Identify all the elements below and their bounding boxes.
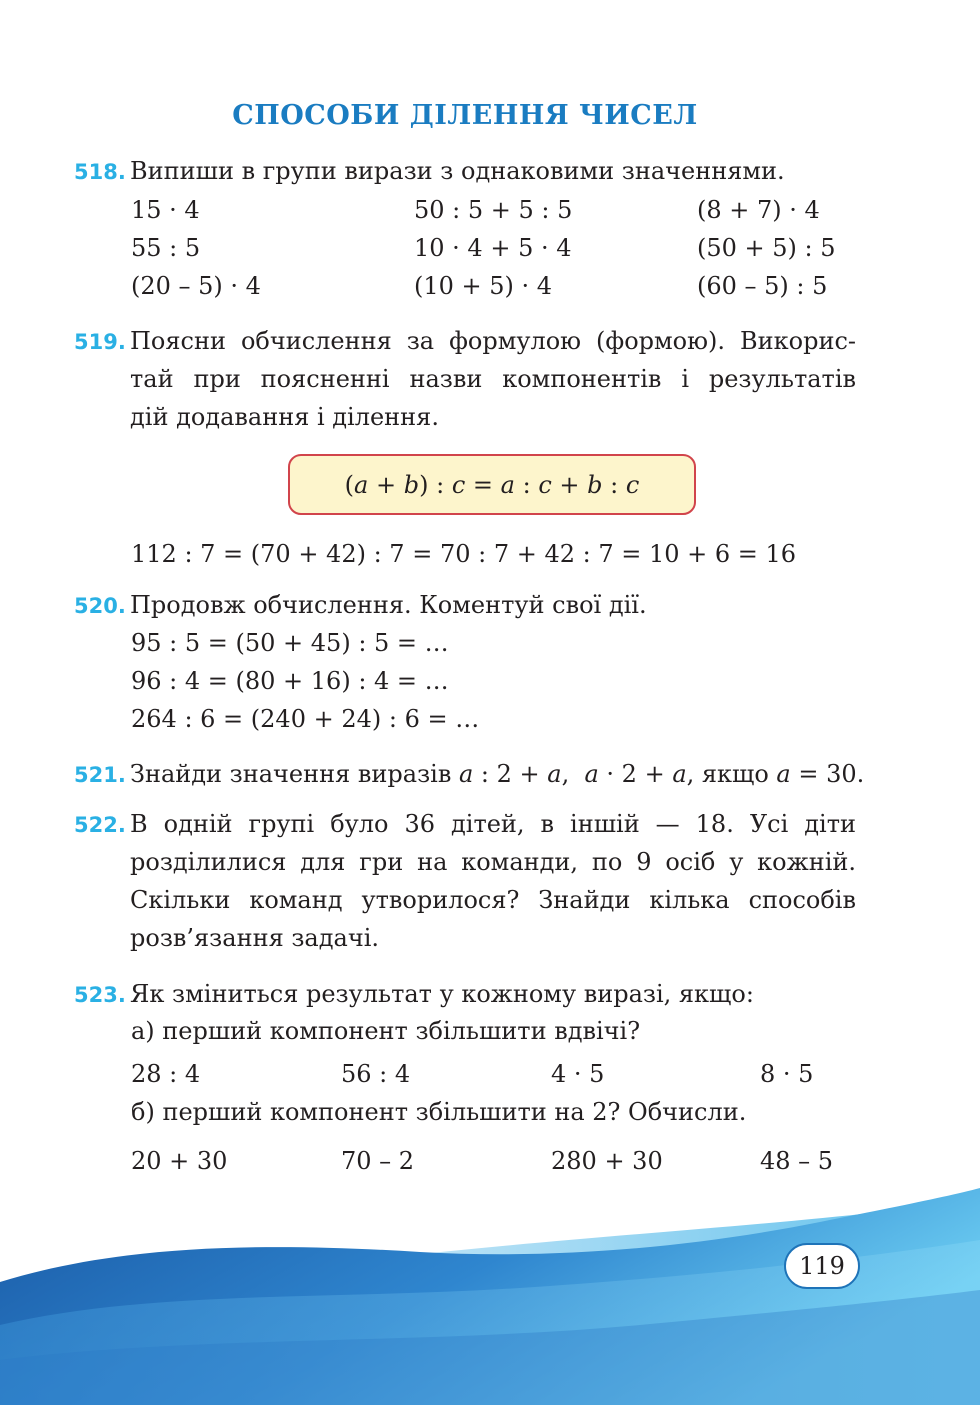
expression: 48 – 5 — [760, 1147, 834, 1175]
expression: 8 · 5 — [760, 1060, 814, 1088]
task-522-line: В одній групі було 36 дітей, в іншій — 18. Усі діти — [130, 810, 856, 838]
task-518-text: Випиши в групи вирази з однаковими значеннями. — [130, 157, 785, 185]
task-520-text: Продовж обчислення. Коментуй свої дії. — [130, 591, 647, 619]
task-519-line: тай при поясненні назви компонентів і результатів — [130, 365, 856, 393]
expression: 10 · 4 + 5 · 4 — [414, 234, 572, 262]
task-519-line: дій додавання і ділення. — [130, 403, 439, 431]
page-title: СПОСОБИ ДІЛЕННЯ ЧИСЕЛ — [232, 100, 698, 131]
expression: 70 – 2 — [341, 1147, 415, 1175]
task-520-line: 96 : 4 = (80 + 16) : 4 = … — [131, 667, 449, 695]
task-519-example: 112 : 7 = (70 + 42) : 7 = 70 : 7 + 42 : 7 = 10 + 6 = 16 — [131, 540, 797, 568]
expression: 56 : 4 — [341, 1060, 411, 1088]
task-520-line: 95 : 5 = (50 + 45) : 5 = … — [131, 629, 449, 657]
task-522-line: розділилися для гри на команди, по 9 осіб у кожній. — [130, 848, 856, 876]
expression: 20 + 30 — [131, 1147, 228, 1175]
expression: (8 + 7) · 4 — [697, 196, 820, 224]
task-number-523: 523. — [74, 983, 126, 1007]
task-number-522: 522. — [74, 813, 126, 837]
expression: 280 + 30 — [551, 1147, 663, 1175]
task-521-text: Знайди значення виразів a : 2 + a, a · 2 + a, якщо a = 30. — [130, 760, 865, 788]
expression: 15 · 4 — [131, 196, 200, 224]
expression: (10 + 5) · 4 — [414, 272, 553, 300]
task-522-line: розв’язання задачі. — [130, 924, 379, 952]
task-number-518: 518. — [74, 160, 126, 184]
expression: 4 · 5 — [551, 1060, 605, 1088]
expression: 50 : 5 + 5 : 5 — [414, 196, 573, 224]
expression: (50 + 5) : 5 — [697, 234, 836, 262]
formula-box — [288, 454, 696, 515]
task-519-line: Поясни обчислення за формулою (формою). Викорис- — [130, 327, 856, 355]
task-520-line: 264 : 6 = (240 + 24) : 6 = … — [131, 705, 480, 733]
expression: (60 – 5) : 5 — [697, 272, 828, 300]
task-523-text: Як зміниться результат у кожному виразі, якщо: — [130, 980, 754, 1008]
expression: (20 – 5) · 4 — [131, 272, 261, 300]
formula-text: (a + b) : c = a : c + b : c — [344, 470, 640, 499]
task-number-519: 519. — [74, 330, 126, 354]
task-523-part-b: б) перший компонент збільшити на 2? Обчисли. — [131, 1098, 747, 1126]
page-number: 119 — [784, 1243, 860, 1289]
expression: 55 : 5 — [131, 234, 201, 262]
task-523-part-a: а) перший компонент збільшити вдвічі? — [131, 1017, 641, 1045]
task-number-520: 520. — [74, 594, 126, 618]
task-number-521: 521. — [74, 763, 126, 787]
expression: 28 : 4 — [131, 1060, 201, 1088]
task-522-line: Скільки команд утворилося? Знайди кілька способів — [130, 886, 856, 914]
